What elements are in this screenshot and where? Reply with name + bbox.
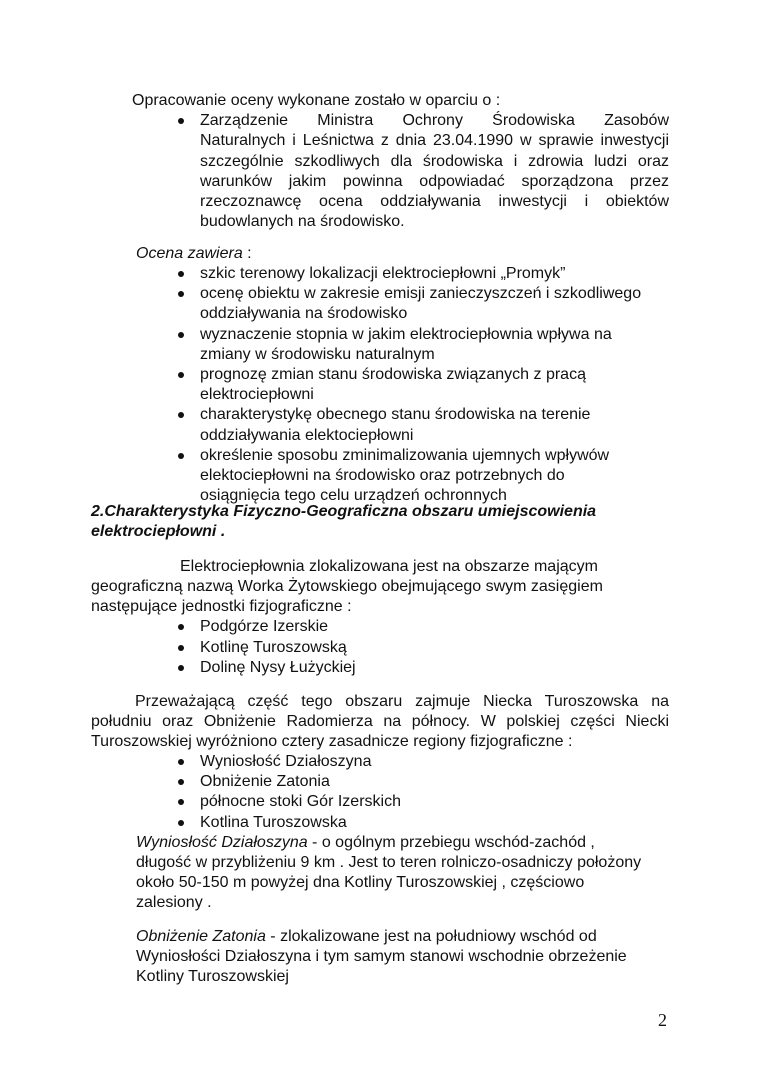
region-text: około 50-150 m powyżej dna Kotliny Turoszowskiej , częściowo xyxy=(136,874,585,891)
paragraph-line: Przeważającą część tego obszaru zajmuje Niecka Turoszowska na xyxy=(135,693,669,710)
contents-item-line: zmiany w środowisku naturalnym xyxy=(200,345,435,363)
paragraph-line: geograficzną nazwą Worka Żytowskiego obejmującego swym zasięgiem xyxy=(91,578,603,595)
contents-item-line: charakterystykę obecnego stanu środowiska na terenie xyxy=(200,406,591,424)
bullet-icon xyxy=(178,291,184,297)
basis-line: warunków jakim powinna odpowiadać sporządzona przez xyxy=(200,173,669,190)
bullet-icon xyxy=(178,799,184,805)
contents-item-line: określenie sposobu zminimalizowania ujemnych wpływów xyxy=(200,446,610,464)
section-heading: elektrociepłowni . xyxy=(91,523,226,540)
bullet-icon xyxy=(178,271,184,277)
page-number: 2 xyxy=(658,1010,667,1030)
contents-colon: : xyxy=(242,245,252,262)
bullet-icon xyxy=(178,624,184,630)
list-item: Kotlina Turoszowska xyxy=(200,814,347,831)
region-text: długość w przybliżeniu 9 km . Jest to teren rolniczo-osadniczy położony xyxy=(136,854,642,871)
region-text: zalesiony . xyxy=(136,894,212,911)
contents-item-line: oddziaływania na środowisko xyxy=(200,305,408,323)
bullet-icon xyxy=(178,453,184,459)
region-text: - o ogólnym przebiegu wschód-zachód , xyxy=(307,834,595,851)
bullet-icon xyxy=(178,779,184,785)
list-item: Kotlinę Turoszowską xyxy=(200,639,347,656)
region-description xyxy=(136,927,597,947)
list-item: północne stoki Gór Izerskich xyxy=(200,793,401,810)
bullet-icon xyxy=(178,332,184,338)
basis-line: budowlanych na środowisko. xyxy=(200,213,405,230)
contents-item-line: prognozę zmian stanu środowiska związanych z pracą xyxy=(200,366,586,383)
contents-item-line: szkic terenowy lokalizacji elektrociepłowni „Promyk” xyxy=(200,265,566,282)
contents-item-line: ocenę obiektu w zakresie emisji zanieczyszczeń i szkodliwego xyxy=(200,285,642,303)
list-item: Wyniosłość Działoszyna xyxy=(200,753,372,770)
contents-item-line: oddziaływania elektociepłowni xyxy=(200,426,414,444)
contents-item-line: elektrociepłowni xyxy=(200,386,314,404)
bullet-icon xyxy=(178,820,184,826)
list-item: Obniżenie Zatonia xyxy=(200,773,330,790)
contents-item-line: elektociepłowni na środowisko oraz potrzebnych do xyxy=(200,467,565,484)
basis-line: szczególnie szkodliwych dla środowiska i zdrowia ludzi oraz xyxy=(200,153,669,170)
region-description xyxy=(136,833,595,853)
region-text: - zlokalizowane jest na południowy wschód od xyxy=(265,928,597,945)
list-item: Dolinę Nysy Łużyckiej xyxy=(200,659,356,676)
bullet-icon xyxy=(178,665,184,671)
bullet-icon xyxy=(178,118,184,124)
basis-line: Zarządzenie Ministra Ochrony Środowiska Zasobów xyxy=(200,112,669,129)
bullet-icon xyxy=(178,645,184,651)
contents-item-line: wyznaczenie stopnia w jakim elektrociepłownia wpływa na xyxy=(200,325,612,343)
contents-item-line: osiągnięcia tego celu urządzeń ochronnych xyxy=(200,487,507,505)
region-term: Obniżenie Zatonia xyxy=(136,928,266,945)
region-term: Wyniosłość Działoszyna xyxy=(136,834,308,851)
region-text: Kotliny Turoszowskiej xyxy=(136,968,289,985)
basis-line: Naturalnych i Leśnictwa z dnia 23.04.1990 w sprawie inwestycji xyxy=(200,132,669,149)
section-heading: 2.Charakterystyka Fizyczno-Geograficzna obszaru umiejscowienia xyxy=(91,503,597,520)
contents-label-text: Ocena zawiera xyxy=(136,245,243,262)
bullet-icon xyxy=(178,412,184,418)
region-text: Wyniosłości Działoszyna i tym samym stanowi wschodnie obrzeżenie xyxy=(136,948,627,965)
paragraph-line: południu oraz Obniżenie Radomierza na północy. W polskiej części Niecki xyxy=(91,713,669,730)
bullet-icon xyxy=(178,372,184,378)
paragraph-line: następujące jednostki fizjograficzne : xyxy=(91,598,352,615)
paragraph-line: Turoszowskiej wyróżniono cztery zasadnicze regiony fizjograficzne : xyxy=(91,733,573,750)
paragraph-line: Elektrociepłownia zlokalizowana jest na obszarze mającym xyxy=(180,558,598,575)
basis-line: rzeczoznawcę ocena oddziaływania inwestycji i obiektów xyxy=(200,193,669,210)
bullet-icon xyxy=(178,759,184,765)
contents-label xyxy=(136,244,252,264)
intro-text: Opracowanie oceny wykonane zostało w oparciu o : xyxy=(132,92,501,109)
list-item: Podgórze Izerskie xyxy=(200,618,329,635)
